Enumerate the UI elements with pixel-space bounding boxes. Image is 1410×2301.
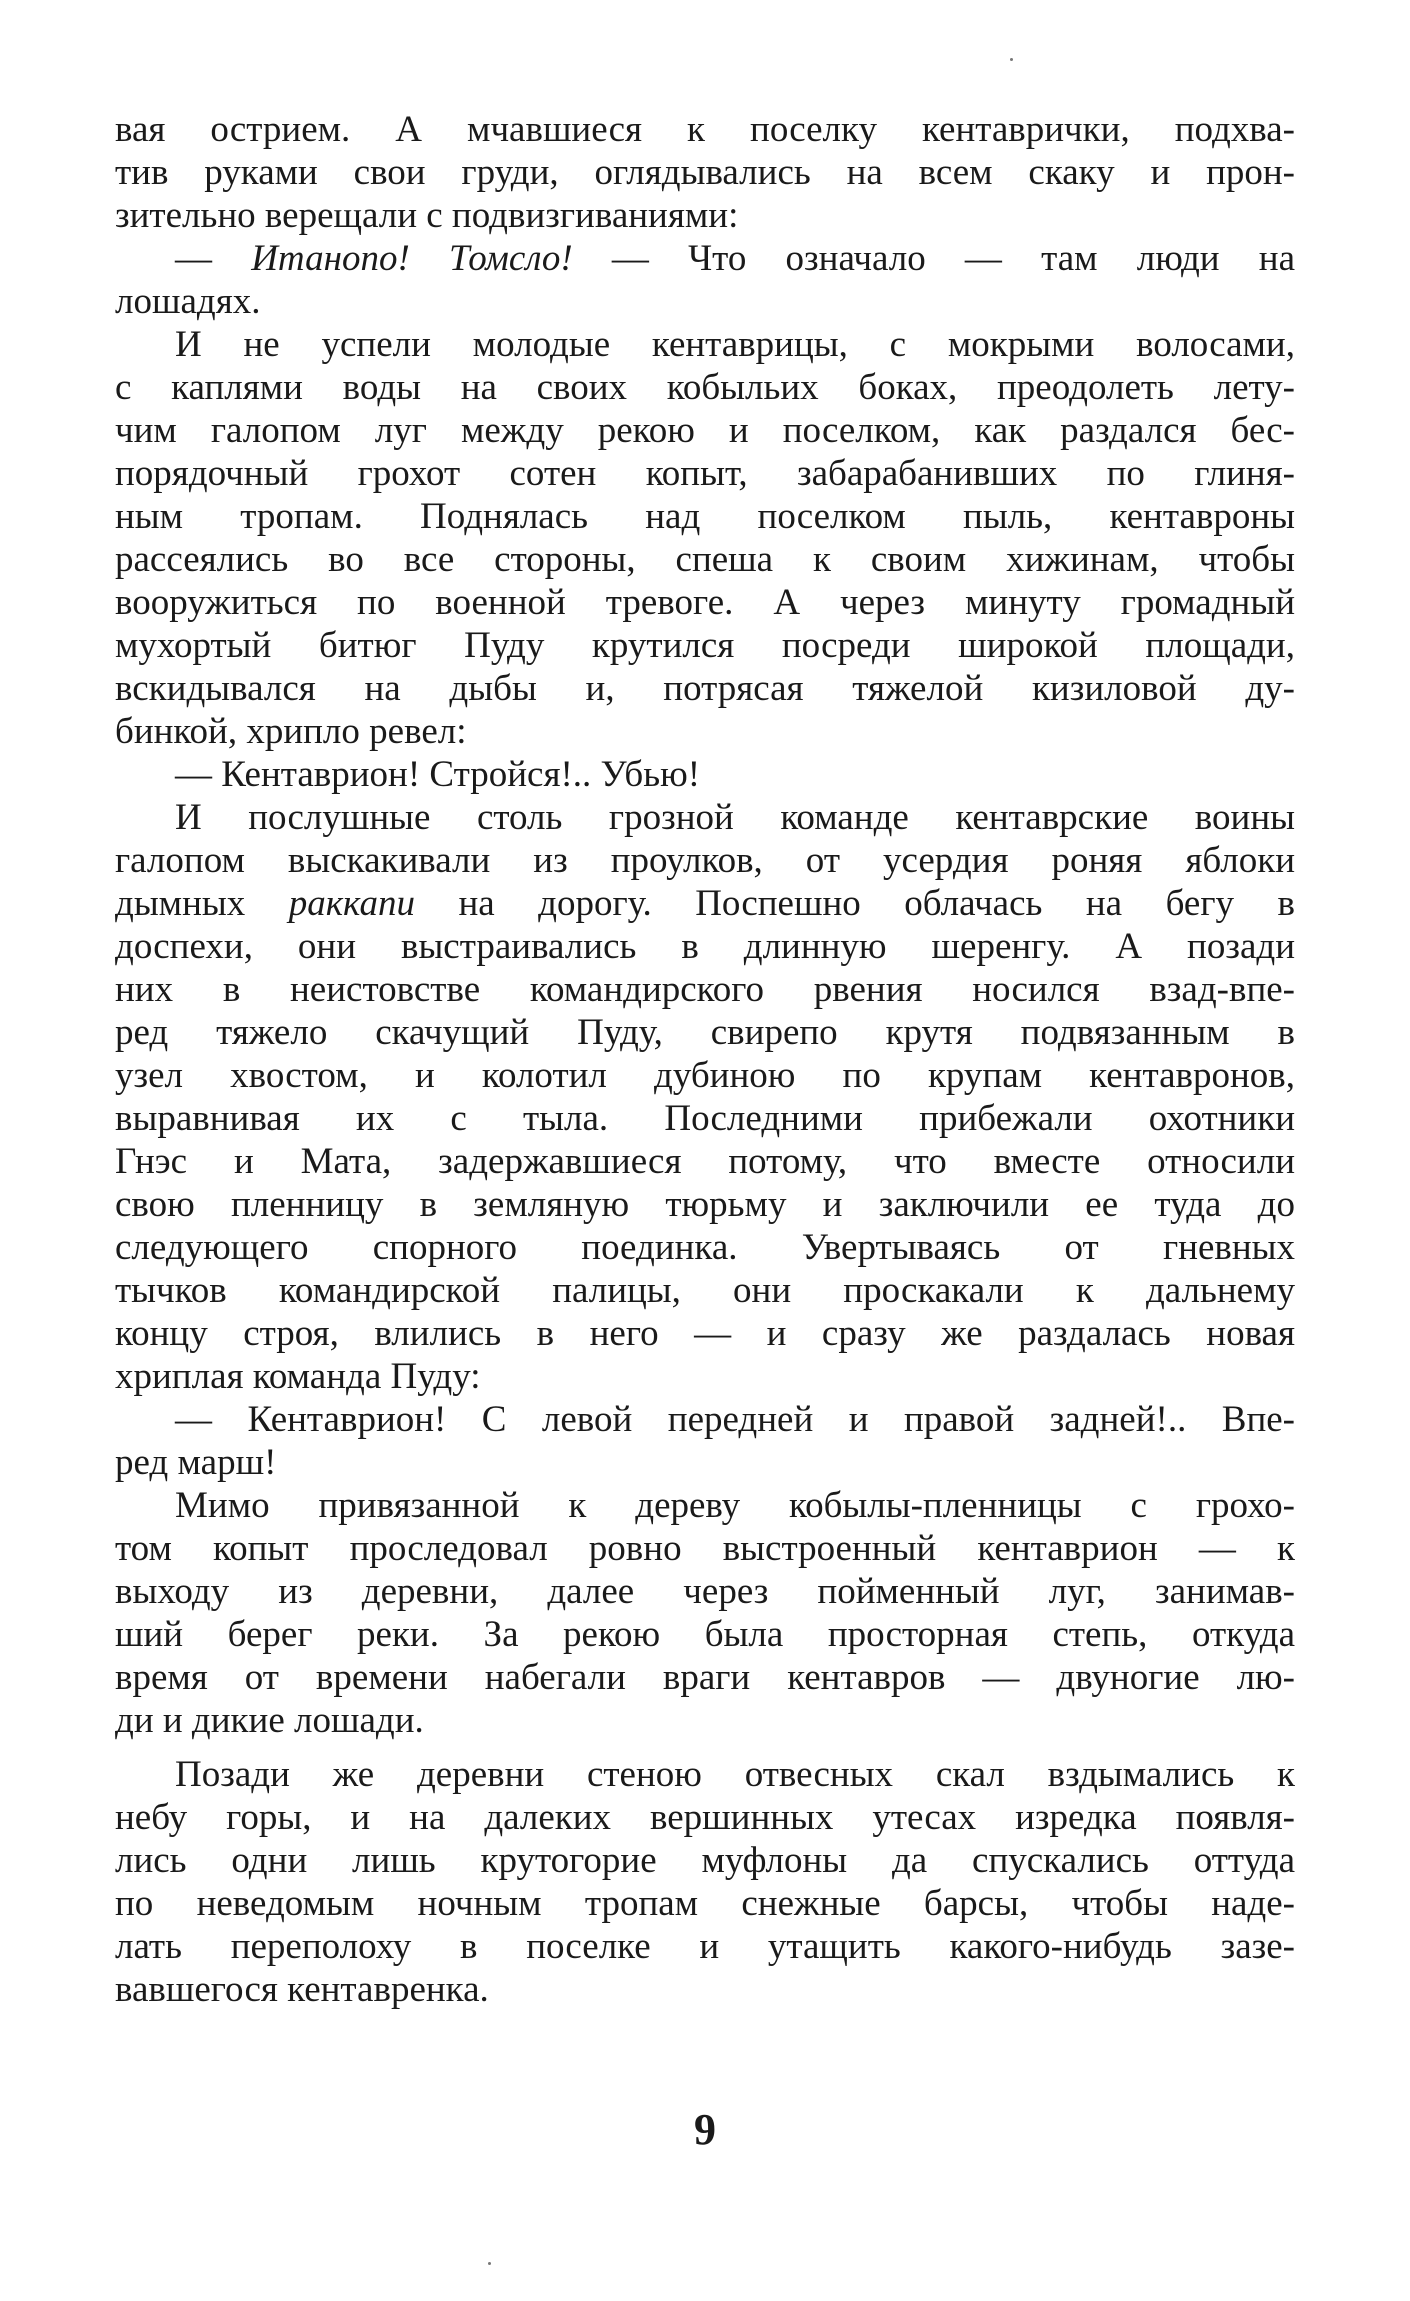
text-line: концу строя, влились в него — и сразу же раздалась новая: [115, 1313, 1295, 1354]
text-line: — Кентаврион! С левой передней и правой задней!.. Впе-: [175, 1399, 1295, 1440]
text-line: мухортый битюг Пуду крутился посреди широкой площади,: [115, 625, 1295, 666]
text-line: вскидывался на дыбы и, потрясая тяжелой кизиловой ду-: [115, 668, 1295, 709]
text-line: вооружиться по военной тревоге. А через минуту громадный: [115, 582, 1295, 623]
book-page-text: [115, 108, 1295, 2011]
text-line: галопом выскакивали из проулков, от усердия роняя яблоки: [115, 840, 1295, 881]
text-line: небу горы, и на далеких вершинных утесах изредка появля-: [115, 1797, 1295, 1838]
text-line: ред марш!: [115, 1442, 277, 1483]
text-line: ным тропам. Поднялась над поселком пыль, кентавроны: [115, 496, 1295, 537]
text-line: порядочный грохот сотен копыт, забарабанивших по глиня-: [115, 453, 1295, 494]
text-line: И послушные столь грозной команде кентаврские воины: [175, 797, 1295, 838]
text-line: зительно верещали с подвизгиваниями:: [115, 195, 739, 236]
text-line: по неведомым ночным тропам снежные барсы, чтобы наде-: [115, 1883, 1295, 1924]
text-line: бинкой, хрипло ревел:: [115, 711, 467, 752]
text-line: лать переполоху в поселке и утащить какого-нибудь зазе-: [115, 1926, 1295, 1967]
text-line: ред тяжело скачущий Пуду, свирепо крутя подвязанным в: [115, 1012, 1295, 1053]
text-line: лись одни лишь крутогорие муфлоны да спускались оттуда: [115, 1840, 1295, 1881]
text-line: вая острием. А мчавшиеся к поселку кентаврички, подхва-: [115, 109, 1295, 150]
text-line: тив руками свои груди, оглядывались на всем скаку и прон-: [115, 152, 1295, 193]
text-line: доспехи, они выстраивались в длинную шеренгу. А позади: [115, 926, 1295, 967]
text-line: рассеялись во все стороны, спеша к своим хижинам, чтобы: [115, 539, 1295, 580]
text-line: ший берег реки. За рекою была просторная степь, откуда: [115, 1614, 1295, 1655]
text-line: ди и дикие лошади.: [115, 1700, 424, 1741]
text-line: И не успели молодые кентаврицы, с мокрыми волосами,: [175, 324, 1295, 365]
text-line: Гнэс и Мата, задержавшиеся потому, что вместе относили: [115, 1141, 1295, 1182]
text-line: хриплая команда Пуду:: [115, 1356, 481, 1397]
text-line: свою пленницу в земляную тюрьму и заключили ее туда до: [115, 1184, 1295, 1225]
text-line: вавшегося кентавренка.: [115, 1969, 489, 2010]
text-line: них в неистовстве командирского рвения носился взад-впе-: [115, 969, 1295, 1010]
text-line: [115, 882, 1295, 925]
text-line: том копыт проследовал ровно выстроенный кентаврион — к: [115, 1528, 1295, 1569]
text-line: выходу из деревни, далее через пойменный луг, занимав-: [115, 1571, 1295, 1612]
text-line: — Итанопо! Томсло! — Что означало — там люди на: [175, 238, 1295, 279]
text-fragment: дымных: [115, 883, 289, 924]
text-line: время от времени набегали враги кентавров — двуногие лю-: [115, 1657, 1295, 1698]
text-line: с каплями воды на своих кобыльих боках, преодолеть лету-: [115, 367, 1295, 408]
page-number: 9: [694, 2105, 716, 2154]
text-line: тычков командирской палицы, они проскакали к дальнему: [115, 1270, 1295, 1311]
scan-speck: [488, 2262, 491, 2265]
italic-word: раккапи: [288, 883, 415, 924]
paragraph-gap: [115, 1742, 1295, 1753]
text-line: выравнивая их с тыла. Последними прибежали охотники: [115, 1098, 1295, 1139]
text-line: — Кентаврион! Стройся!.. Убью!: [175, 754, 701, 795]
text-line: чим галопом луг между рекою и поселком, как раздался бес-: [115, 410, 1295, 451]
text-line: следующего спорного поединка. Увертываясь от гневных: [115, 1227, 1295, 1268]
text-line: Позади же деревни стеною отвесных скал вздымались к: [175, 1754, 1295, 1795]
text-fragment: на дорогу. Поспешно облачась на бегу в: [414, 883, 1295, 924]
text-line: лошадях.: [115, 281, 261, 322]
italic-phrase: Итанопо! Томсло!: [251, 238, 573, 279]
text-line: Мимо привязанной к дереву кобылы-пленницы с грохо-: [175, 1485, 1295, 1526]
scan-speck: [1010, 58, 1013, 61]
text-fragment: — Что означало — там люди на: [572, 238, 1295, 279]
text-line: узел хвостом, и колотил дубиною по крупам кентавронов,: [115, 1055, 1295, 1096]
